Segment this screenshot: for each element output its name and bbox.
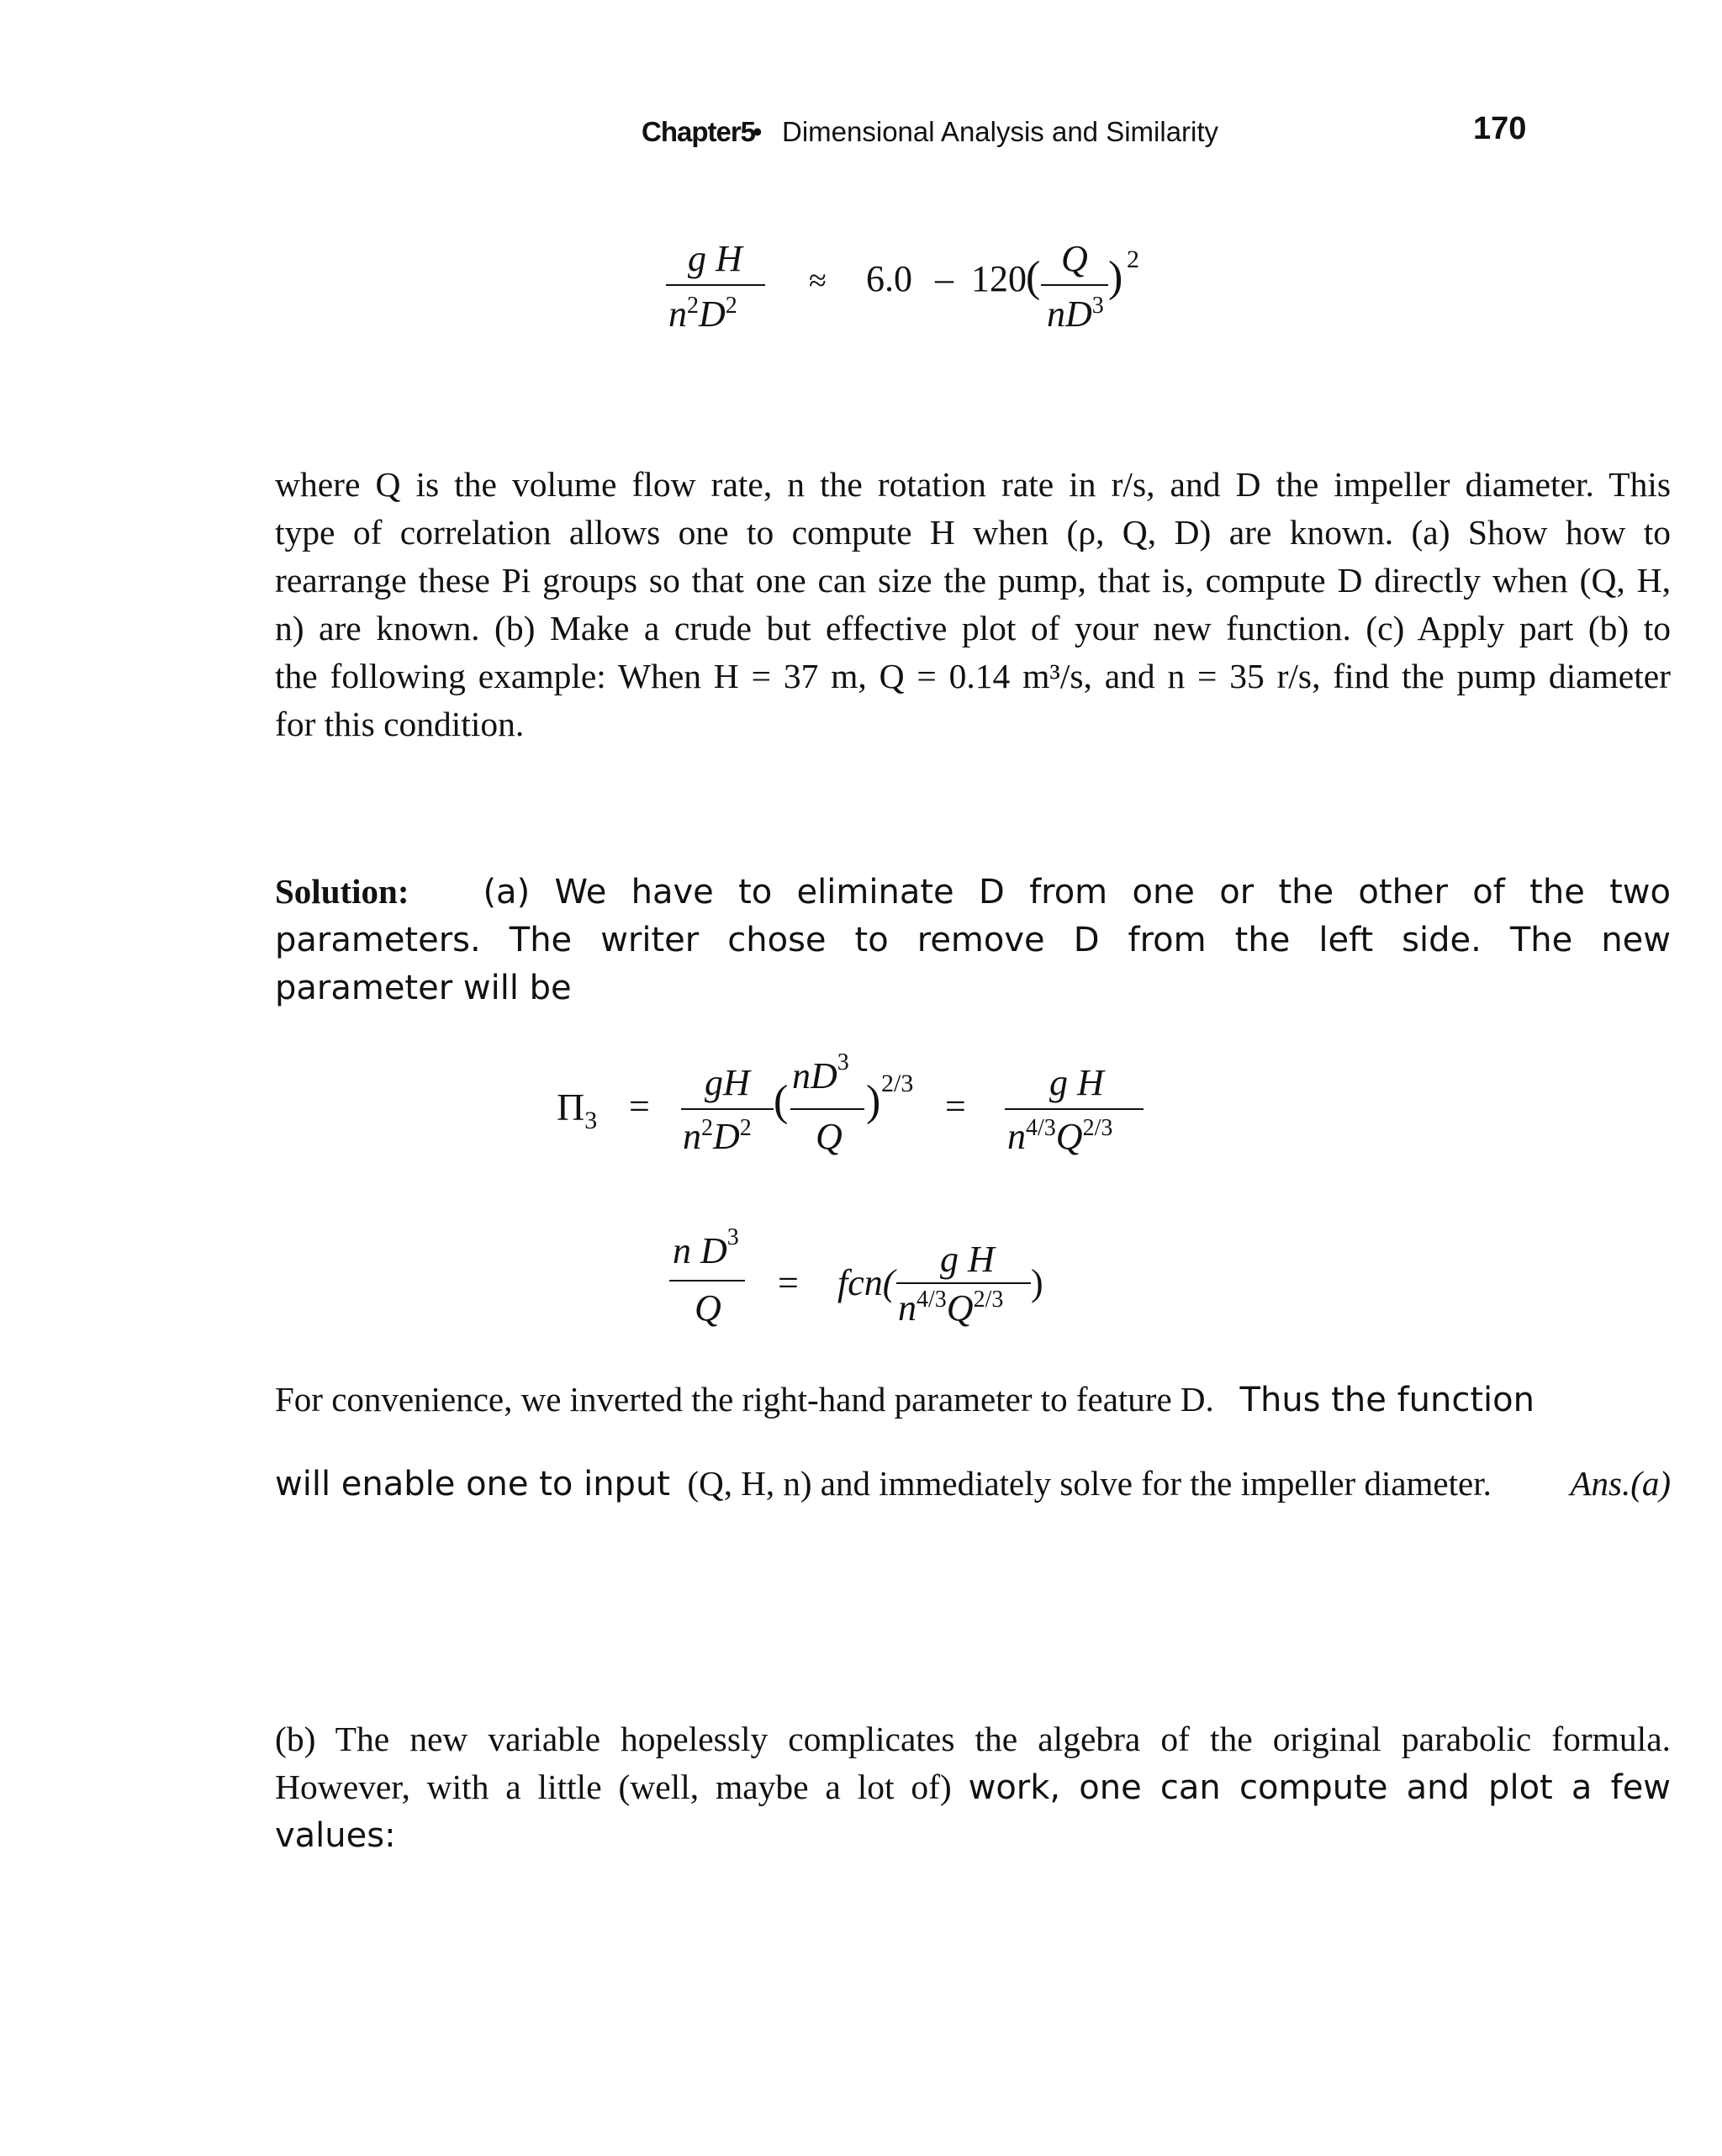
eq1-open-paren: ( (1026, 253, 1041, 301)
eq2-denominator-1: $n^2D^2$ (683, 1115, 752, 1157)
eq3-rhs-numerator: g H (940, 1239, 995, 1280)
eq2-numerator-1: gH (705, 1062, 750, 1103)
problem-line: n) are known. (b) Make a crude but effective plot of your new function. (c) Apply part (b) to (275, 609, 1671, 647)
part-b-line: (b) The new variable hopelessly complicates the algebra of the original parabolic formula. (275, 1720, 1671, 1758)
solution-line: Solution: (a) We have to eliminate D from one or the other of the two (275, 872, 1671, 912)
eq1-coefficient: 120 (971, 258, 1027, 299)
eq2-close-paren: ) (866, 1077, 881, 1125)
eq2-open-paren: ( (774, 1077, 789, 1125)
eq1-inner-denominator: $nD^3$ (1047, 293, 1104, 335)
solution-label: Solution: (275, 872, 409, 911)
eq3-fcn: fcn( (837, 1262, 895, 1303)
problem-line: rearrange these Pi groups so that one can size the pump, that is, compute D directly when (Q, H, (275, 561, 1671, 600)
eq1-approx-sign: ≈ (809, 263, 827, 299)
eq3-close-paren: ) (1031, 1262, 1043, 1303)
eq2-rhs-numerator: g H (1049, 1062, 1104, 1103)
problem-line: for this condition. (275, 705, 525, 743)
eq2-numerator-2: $nD^3$ (792, 1049, 849, 1096)
answer-a: Ans.(a) (1570, 1464, 1671, 1503)
eq3-lhs-numerator: n $D^3$ (673, 1224, 739, 1271)
eq3-lhs-denominator: Q (695, 1287, 721, 1329)
page-number: 170 (1473, 111, 1527, 146)
convenience-line-1: For convenience, we inverted the right-hand parameter to feature D. Thus the function (275, 1380, 1534, 1419)
eq1-power: 2 (1127, 246, 1139, 273)
header-bullet: • (753, 116, 763, 147)
problem-line: the following example: When H = 37 m, Q = 0.14 m³/s, and n = 35 r/s, find the pump diameter (275, 657, 1671, 695)
eq2-pi-symbol: $\Pi_3$ (557, 1086, 598, 1135)
chapter-title: Dimensional Analysis and Similarity (782, 116, 1219, 147)
part-b-line: However, with a little (well, maybe a lot of) work, one can compute and plot a few (275, 1768, 1672, 1807)
solution-line: parameters. The writer chose to remove D from the left side. The new (275, 921, 1671, 959)
eq2-power: 2/3 (881, 1070, 914, 1097)
eq2-denominator-2: Q (816, 1116, 843, 1157)
part-b (275, 1715, 1671, 1860)
problem-line: where Q is the volume flow rate, n the rotation rate in r/s, and D the impeller diameter. This (275, 465, 1671, 504)
eq3-lhs-fraction-bar (669, 1280, 745, 1281)
eq1-close-paren: ) (1108, 253, 1123, 301)
eq3-rhs-fraction-bar (896, 1282, 1031, 1284)
eq1-constant: 6.0 (866, 258, 912, 299)
part-b-line: values: (275, 1816, 396, 1855)
convenience-line-2: will enable one to input (Q, H, n) and immediately solve for the impeller diameter. Ans.(a) (275, 1464, 1671, 1503)
problem-line: type of correlation allows one to compute H when (ρ, Q, D) are known. (a) Show how to (275, 513, 1671, 552)
eq2-equals-1: = (629, 1086, 650, 1127)
eq1-inner-numerator: Q (1061, 238, 1088, 279)
eq1-lhs-denominator: $n^2D^2$ (668, 293, 737, 335)
eq3-equals: = (778, 1262, 799, 1303)
eq1-minus: – (935, 258, 953, 299)
eq1-lhs-numerator: g H (688, 238, 742, 279)
eq2-rhs-denominator: $n^{4/3}Q^{2/3}$ (1007, 1115, 1113, 1157)
eq3-rhs-denominator: $n^{4/3}Q^{2/3}$ (898, 1287, 1004, 1329)
solution-line: parameter will be (275, 969, 572, 1007)
chapter-label: Chapter5 (642, 116, 756, 147)
eq2-equals-2: = (945, 1086, 966, 1127)
